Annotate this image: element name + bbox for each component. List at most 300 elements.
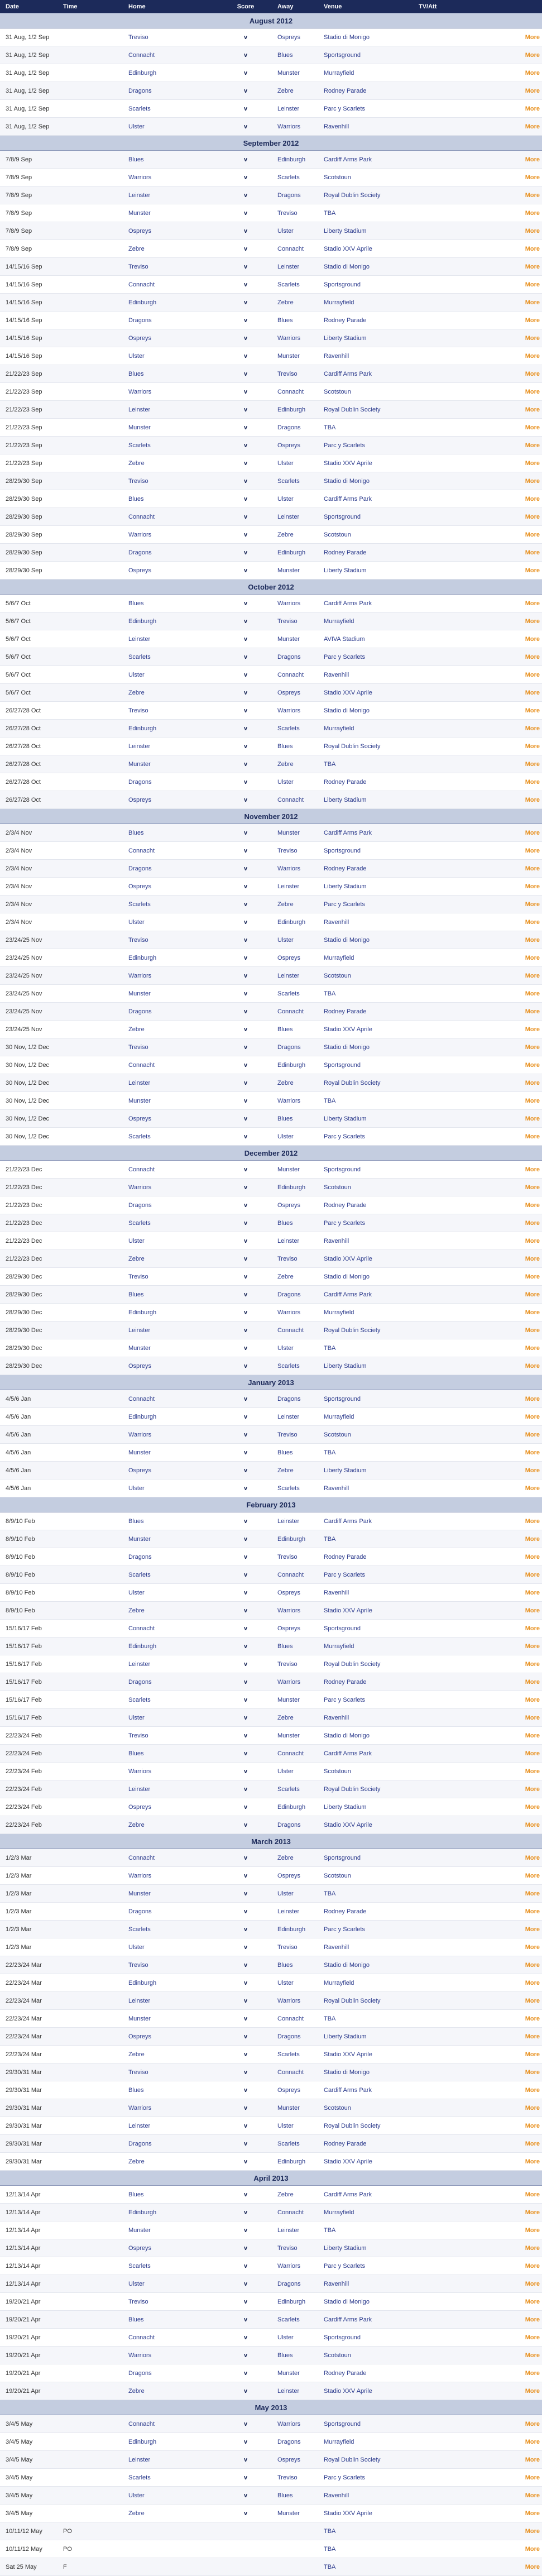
away-team-link[interactable]: Ulster bbox=[272, 222, 318, 240]
col-header-score[interactable]: Score bbox=[216, 0, 272, 13]
away-team-link[interactable]: Connacht bbox=[272, 1745, 318, 1763]
home-team-link[interactable]: Connacht bbox=[123, 1620, 216, 1637]
home-team-link[interactable]: Munster bbox=[123, 1092, 216, 1110]
home-team-link[interactable]: Scarlets bbox=[123, 1214, 216, 1232]
venue-link[interactable]: Liberty Stadium bbox=[318, 791, 413, 809]
venue-link[interactable]: Parc y Scarlets bbox=[318, 1566, 413, 1584]
away-team-link[interactable]: Scarlets bbox=[272, 2311, 318, 2329]
home-team-link[interactable]: Dragons bbox=[123, 1903, 216, 1921]
venue-link[interactable]: Sportsground bbox=[318, 842, 413, 860]
away-team-link[interactable]: Connacht bbox=[272, 1321, 318, 1339]
away-team-link[interactable]: Ospreys bbox=[272, 2081, 318, 2099]
home-team-link[interactable]: Edinburgh bbox=[123, 2433, 216, 2451]
more-link[interactable]: More bbox=[525, 1803, 540, 1811]
away-team-link[interactable]: Ulster bbox=[272, 2329, 318, 2347]
col-header-home[interactable]: Home bbox=[123, 0, 216, 13]
home-team-link[interactable]: Dragons bbox=[123, 2135, 216, 2153]
more-link[interactable]: More bbox=[525, 495, 540, 502]
venue-link[interactable]: Stadio di Monigo bbox=[318, 1268, 413, 1286]
more-link[interactable]: More bbox=[525, 1413, 540, 1420]
home-team-link[interactable]: Treviso bbox=[123, 2293, 216, 2311]
venue-link[interactable]: Liberty Stadium bbox=[318, 1462, 413, 1479]
venue-link[interactable]: Ravenhill bbox=[318, 1709, 413, 1727]
away-team-link[interactable]: Ulster bbox=[272, 1763, 318, 1780]
more-link[interactable]: More bbox=[525, 2262, 540, 2269]
venue-link[interactable]: TBA bbox=[318, 204, 413, 222]
more-link[interactable]: More bbox=[525, 1732, 540, 1739]
more-link[interactable]: More bbox=[525, 1079, 540, 1086]
home-team-link[interactable]: Leinster bbox=[123, 1321, 216, 1339]
away-team-link[interactable]: Warriors bbox=[272, 702, 318, 720]
venue-link[interactable]: Scotstoun bbox=[318, 1426, 413, 1444]
more-link[interactable]: More bbox=[525, 174, 540, 181]
venue-link[interactable]: Stadio di Monigo bbox=[318, 1038, 413, 1056]
more-link[interactable]: More bbox=[525, 1589, 540, 1596]
venue-link[interactable]: Murrayfield bbox=[318, 949, 413, 967]
home-team-link[interactable]: Treviso bbox=[123, 931, 216, 949]
more-link[interactable]: More bbox=[525, 352, 540, 360]
away-team-link[interactable]: Warriors bbox=[272, 595, 318, 612]
more-link[interactable]: More bbox=[525, 2387, 540, 2395]
venue-link[interactable]: Ravenhill bbox=[318, 913, 413, 931]
away-team-link[interactable]: Scarlets bbox=[272, 1479, 318, 1497]
venue-link[interactable]: TBA bbox=[318, 1530, 413, 1548]
more-link[interactable]: More bbox=[525, 1714, 540, 1721]
away-team-link[interactable]: Ulster bbox=[272, 1128, 318, 1146]
more-link[interactable]: More bbox=[525, 1133, 540, 1140]
away-team-link[interactable]: Zebre bbox=[272, 896, 318, 913]
home-team-link[interactable]: Dragons bbox=[123, 1548, 216, 1566]
away-team-link[interactable]: Warriors bbox=[272, 118, 318, 136]
home-team-link[interactable]: Blues bbox=[123, 151, 216, 169]
more-link[interactable]: More bbox=[525, 1854, 540, 1861]
home-team-link[interactable]: Zebre bbox=[123, 454, 216, 472]
home-team-link[interactable]: Ospreys bbox=[123, 2239, 216, 2257]
venue-link[interactable]: TBA bbox=[318, 1885, 413, 1903]
away-team-link[interactable]: Munster bbox=[272, 64, 318, 82]
more-link[interactable]: More bbox=[525, 1008, 540, 1015]
away-team-link[interactable]: Treviso bbox=[272, 2239, 318, 2257]
away-team-link[interactable]: Connacht bbox=[272, 1003, 318, 1021]
home-team-link[interactable]: Warriors bbox=[123, 526, 216, 544]
venue-link[interactable]: Cardiff Arms Park bbox=[318, 151, 413, 169]
more-link[interactable]: More bbox=[525, 281, 540, 288]
more-link[interactable]: More bbox=[525, 1255, 540, 1262]
more-link[interactable]: More bbox=[525, 299, 540, 306]
venue-link[interactable]: Murrayfield bbox=[318, 2433, 413, 2451]
away-team-link[interactable]: Ulster bbox=[272, 1885, 318, 1903]
away-team-link[interactable]: Ulster bbox=[272, 2117, 318, 2135]
away-team-link[interactable]: Blues bbox=[272, 1214, 318, 1232]
venue-link[interactable]: Scotstoun bbox=[318, 526, 413, 544]
home-team-link[interactable]: Ospreys bbox=[123, 791, 216, 809]
more-link[interactable]: More bbox=[525, 1431, 540, 1438]
away-team-link[interactable]: Warriors bbox=[272, 2257, 318, 2275]
away-team-link[interactable]: Treviso bbox=[272, 1938, 318, 1956]
home-team-link[interactable]: Connacht bbox=[123, 2329, 216, 2347]
more-link[interactable]: More bbox=[525, 1961, 540, 1969]
away-team-link[interactable]: Treviso bbox=[272, 2469, 318, 2487]
home-team-link[interactable]: Scarlets bbox=[123, 437, 216, 454]
home-team-link[interactable]: Blues bbox=[123, 490, 216, 508]
away-team-link[interactable]: Leinster bbox=[272, 100, 318, 118]
home-team-link[interactable]: Scarlets bbox=[123, 1921, 216, 1938]
away-team-link[interactable]: Warriors bbox=[272, 860, 318, 878]
home-team-link[interactable]: Munster bbox=[123, 2010, 216, 2028]
home-team-link[interactable]: Scarlets bbox=[123, 2257, 216, 2275]
more-link[interactable]: More bbox=[525, 1571, 540, 1578]
more-link[interactable]: More bbox=[525, 2420, 540, 2427]
more-link[interactable]: More bbox=[525, 883, 540, 890]
venue-link[interactable]: Scotstoun bbox=[318, 967, 413, 985]
away-team-link[interactable]: Edinburgh bbox=[272, 401, 318, 419]
home-team-link[interactable]: Ulster bbox=[123, 1938, 216, 1956]
more-link[interactable]: More bbox=[525, 1660, 540, 1668]
home-team-link[interactable] bbox=[123, 2540, 216, 2558]
away-team-link[interactable]: Treviso bbox=[272, 1250, 318, 1268]
venue-link[interactable]: Cardiff Arms Park bbox=[318, 365, 413, 383]
away-team-link[interactable]: Blues bbox=[272, 1110, 318, 1128]
more-link[interactable]: More bbox=[525, 2104, 540, 2111]
venue-link[interactable]: Parc y Scarlets bbox=[318, 2257, 413, 2275]
col-header-time[interactable]: Time bbox=[57, 0, 123, 13]
more-link[interactable]: More bbox=[525, 2492, 540, 2499]
away-team-link[interactable]: Treviso bbox=[272, 365, 318, 383]
away-team-link[interactable]: Scarlets bbox=[272, 276, 318, 294]
venue-link[interactable]: Sportsground bbox=[318, 1620, 413, 1637]
more-link[interactable]: More bbox=[525, 1643, 540, 1650]
venue-link[interactable]: Liberty Stadium bbox=[318, 2239, 413, 2257]
venue-link[interactable]: TBA bbox=[318, 419, 413, 437]
venue-link[interactable]: Royal Dublin Society bbox=[318, 738, 413, 755]
away-team-link[interactable]: Zebre bbox=[272, 1849, 318, 1867]
away-team-link[interactable]: Connacht bbox=[272, 2010, 318, 2028]
more-link[interactable]: More bbox=[525, 459, 540, 467]
away-team-link[interactable]: Blues bbox=[272, 2487, 318, 2505]
more-link[interactable]: More bbox=[525, 2122, 540, 2129]
more-link[interactable]: More bbox=[525, 865, 540, 872]
away-team-link[interactable]: Leinster bbox=[272, 2221, 318, 2239]
home-team-link[interactable]: Ospreys bbox=[123, 1798, 216, 1816]
venue-link[interactable]: Murrayfield bbox=[318, 2204, 413, 2221]
more-link[interactable]: More bbox=[525, 1273, 540, 1280]
venue-link[interactable]: Liberty Stadium bbox=[318, 329, 413, 347]
more-link[interactable]: More bbox=[525, 2051, 540, 2058]
away-team-link[interactable]: Edinburgh bbox=[272, 1921, 318, 1938]
more-link[interactable]: More bbox=[525, 1979, 540, 1986]
venue-link[interactable]: Cardiff Arms Park bbox=[318, 490, 413, 508]
more-link[interactable]: More bbox=[525, 1061, 540, 1069]
away-team-link[interactable]: Connacht bbox=[272, 1566, 318, 1584]
home-team-link[interactable]: Ospreys bbox=[123, 878, 216, 896]
venue-link[interactable]: Parc y Scarlets bbox=[318, 437, 413, 454]
away-team-link[interactable]: Blues bbox=[272, 738, 318, 755]
home-team-link[interactable]: Warriors bbox=[123, 1426, 216, 1444]
home-team-link[interactable]: Ospreys bbox=[123, 222, 216, 240]
home-team-link[interactable]: Edinburgh bbox=[123, 1304, 216, 1321]
home-team-link[interactable] bbox=[123, 2522, 216, 2540]
away-team-link[interactable]: Munster bbox=[272, 2364, 318, 2382]
more-link[interactable]: More bbox=[525, 707, 540, 714]
venue-link[interactable]: Liberty Stadium bbox=[318, 2028, 413, 2046]
home-team-link[interactable]: Munster bbox=[123, 419, 216, 437]
home-team-link[interactable]: Warriors bbox=[123, 1179, 216, 1196]
away-team-link[interactable]: Ospreys bbox=[272, 949, 318, 967]
venue-link[interactable]: Cardiff Arms Park bbox=[318, 595, 413, 612]
more-link[interactable]: More bbox=[525, 2227, 540, 2234]
more-link[interactable]: More bbox=[525, 209, 540, 217]
home-team-link[interactable]: Leinster bbox=[123, 738, 216, 755]
more-link[interactable]: More bbox=[525, 1395, 540, 1402]
venue-link[interactable]: Ravenhill bbox=[318, 347, 413, 365]
venue-link[interactable]: Stadio XXV Aprile bbox=[318, 1021, 413, 1038]
venue-link[interactable]: TBA bbox=[318, 2558, 413, 2576]
venue-link[interactable]: Rodney Parade bbox=[318, 82, 413, 100]
away-team-link[interactable]: Ulster bbox=[272, 454, 318, 472]
more-link[interactable]: More bbox=[525, 2244, 540, 2252]
away-team-link[interactable] bbox=[272, 2522, 318, 2540]
venue-link[interactable]: TBA bbox=[318, 985, 413, 1003]
away-team-link[interactable]: Blues bbox=[272, 1956, 318, 1974]
venue-link[interactable]: Stadio XXV Aprile bbox=[318, 684, 413, 702]
home-team-link[interactable]: Ulster bbox=[123, 118, 216, 136]
more-link[interactable]: More bbox=[525, 671, 540, 678]
venue-link[interactable]: Rodney Parade bbox=[318, 312, 413, 329]
more-link[interactable]: More bbox=[525, 191, 540, 199]
away-team-link[interactable]: Zebre bbox=[272, 1268, 318, 1286]
away-team-link[interactable]: Edinburgh bbox=[272, 1056, 318, 1074]
home-team-link[interactable]: Treviso bbox=[123, 1268, 216, 1286]
more-link[interactable]: More bbox=[525, 51, 540, 59]
home-team-link[interactable]: Blues bbox=[123, 2186, 216, 2204]
home-team-link[interactable]: Edinburgh bbox=[123, 612, 216, 630]
venue-link[interactable]: TBA bbox=[318, 2010, 413, 2028]
venue-link[interactable]: Royal Dublin Society bbox=[318, 401, 413, 419]
home-team-link[interactable]: Ulster bbox=[123, 1232, 216, 1250]
away-team-link[interactable]: Edinburgh bbox=[272, 2293, 318, 2311]
home-team-link[interactable]: Dragons bbox=[123, 1003, 216, 1021]
home-team-link[interactable]: Leinster bbox=[123, 1780, 216, 1798]
home-team-link[interactable]: Munster bbox=[123, 985, 216, 1003]
home-team-link[interactable]: Treviso bbox=[123, 702, 216, 720]
more-link[interactable]: More bbox=[525, 263, 540, 270]
more-link[interactable]: More bbox=[525, 567, 540, 574]
venue-link[interactable]: Royal Dublin Society bbox=[318, 186, 413, 204]
venue-link[interactable]: Parc y Scarlets bbox=[318, 896, 413, 913]
away-team-link[interactable]: Warriors bbox=[272, 2415, 318, 2433]
home-team-link[interactable]: Blues bbox=[123, 824, 216, 842]
away-team-link[interactable]: Zebre bbox=[272, 294, 318, 312]
more-link[interactable]: More bbox=[525, 954, 540, 961]
venue-link[interactable]: Cardiff Arms Park bbox=[318, 1512, 413, 1530]
home-team-link[interactable]: Ulster bbox=[123, 347, 216, 365]
more-link[interactable]: More bbox=[525, 1553, 540, 1560]
more-link[interactable]: More bbox=[525, 1097, 540, 1104]
home-team-link[interactable]: Ospreys bbox=[123, 562, 216, 580]
venue-link[interactable]: Scotstoun bbox=[318, 1763, 413, 1780]
venue-link[interactable]: Murrayfield bbox=[318, 1408, 413, 1426]
home-team-link[interactable]: Scarlets bbox=[123, 1691, 216, 1709]
home-team-link[interactable]: Scarlets bbox=[123, 896, 216, 913]
more-link[interactable]: More bbox=[525, 334, 540, 342]
away-team-link[interactable]: Dragons bbox=[272, 2028, 318, 2046]
away-team-link[interactable]: Ulster bbox=[272, 1339, 318, 1357]
venue-link[interactable]: Murrayfield bbox=[318, 1304, 413, 1321]
away-team-link[interactable]: Leinster bbox=[272, 1408, 318, 1426]
venue-link[interactable]: Stadio di Monigo bbox=[318, 702, 413, 720]
more-link[interactable]: More bbox=[525, 2456, 540, 2463]
venue-link[interactable]: Stadio XXV Aprile bbox=[318, 2382, 413, 2400]
away-team-link[interactable]: Connacht bbox=[272, 383, 318, 401]
home-team-link[interactable]: Dragons bbox=[123, 1673, 216, 1691]
venue-link[interactable]: Parc y Scarlets bbox=[318, 1691, 413, 1709]
more-link[interactable]: More bbox=[525, 2474, 540, 2481]
venue-link[interactable]: Stadio XXV Aprile bbox=[318, 240, 413, 258]
away-team-link[interactable] bbox=[272, 2540, 318, 2558]
more-link[interactable]: More bbox=[525, 531, 540, 538]
venue-link[interactable]: Parc y Scarlets bbox=[318, 100, 413, 118]
home-team-link[interactable]: Treviso bbox=[123, 1956, 216, 1974]
venue-link[interactable]: Parc y Scarlets bbox=[318, 648, 413, 666]
more-link[interactable]: More bbox=[525, 388, 540, 395]
more-link[interactable]: More bbox=[525, 1997, 540, 2004]
venue-link[interactable]: Stadio di Monigo bbox=[318, 258, 413, 276]
more-link[interactable]: More bbox=[525, 1890, 540, 1897]
away-team-link[interactable]: Blues bbox=[272, 1637, 318, 1655]
away-team-link[interactable]: Dragons bbox=[272, 186, 318, 204]
away-team-link[interactable]: Edinburgh bbox=[272, 2153, 318, 2171]
venue-link[interactable]: Parc y Scarlets bbox=[318, 1128, 413, 1146]
venue-link[interactable]: Royal Dublin Society bbox=[318, 1655, 413, 1673]
venue-link[interactable]: Murrayfield bbox=[318, 294, 413, 312]
venue-link[interactable]: Stadio di Monigo bbox=[318, 1727, 413, 1745]
home-team-link[interactable]: Leinster bbox=[123, 401, 216, 419]
more-link[interactable]: More bbox=[525, 617, 540, 625]
venue-link[interactable]: Parc y Scarlets bbox=[318, 1214, 413, 1232]
more-link[interactable]: More bbox=[525, 1485, 540, 1492]
home-team-link[interactable]: Leinster bbox=[123, 1992, 216, 2010]
home-team-link[interactable]: Edinburgh bbox=[123, 1974, 216, 1992]
more-link[interactable]: More bbox=[525, 2316, 540, 2323]
away-team-link[interactable]: Edinburgh bbox=[272, 1798, 318, 1816]
home-team-link[interactable]: Scarlets bbox=[123, 1566, 216, 1584]
venue-link[interactable]: Sportsground bbox=[318, 508, 413, 526]
more-link[interactable]: More bbox=[525, 1115, 540, 1122]
home-team-link[interactable]: Munster bbox=[123, 1885, 216, 1903]
away-team-link[interactable]: Ospreys bbox=[272, 1196, 318, 1214]
home-team-link[interactable]: Blues bbox=[123, 1286, 216, 1304]
venue-link[interactable]: Scotstoun bbox=[318, 383, 413, 401]
away-team-link[interactable]: Ulster bbox=[272, 1974, 318, 1992]
home-team-link[interactable]: Scarlets bbox=[123, 100, 216, 118]
home-team-link[interactable]: Dragons bbox=[123, 2364, 216, 2382]
home-team-link[interactable]: Blues bbox=[123, 2081, 216, 2099]
more-link[interactable]: More bbox=[525, 1517, 540, 1525]
home-team-link[interactable]: Munster bbox=[123, 755, 216, 773]
home-team-link[interactable]: Treviso bbox=[123, 2063, 216, 2081]
home-team-link[interactable]: Edinburgh bbox=[123, 1637, 216, 1655]
home-team-link[interactable]: Edinburgh bbox=[123, 949, 216, 967]
venue-link[interactable]: Stadio XXV Aprile bbox=[318, 1816, 413, 1834]
more-link[interactable]: More bbox=[525, 2069, 540, 2076]
away-team-link[interactable]: Warriors bbox=[272, 1673, 318, 1691]
home-team-link[interactable]: Munster bbox=[123, 1530, 216, 1548]
home-team-link[interactable]: Dragons bbox=[123, 1196, 216, 1214]
away-team-link[interactable]: Connacht bbox=[272, 666, 318, 684]
venue-link[interactable]: Stadio XXV Aprile bbox=[318, 454, 413, 472]
away-team-link[interactable]: Munster bbox=[272, 630, 318, 648]
home-team-link[interactable]: Connacht bbox=[123, 46, 216, 64]
away-team-link[interactable]: Dragons bbox=[272, 1038, 318, 1056]
home-team-link[interactable]: Treviso bbox=[123, 1038, 216, 1056]
venue-link[interactable]: TBA bbox=[318, 2540, 413, 2558]
more-link[interactable]: More bbox=[525, 2527, 540, 2535]
more-link[interactable]: More bbox=[525, 227, 540, 234]
more-link[interactable]: More bbox=[525, 87, 540, 94]
more-link[interactable]: More bbox=[525, 1291, 540, 1298]
away-team-link[interactable]: Zebre bbox=[272, 82, 318, 100]
venue-link[interactable]: Rodney Parade bbox=[318, 860, 413, 878]
home-team-link[interactable]: Blues bbox=[123, 365, 216, 383]
venue-link[interactable]: Royal Dublin Society bbox=[318, 1074, 413, 1092]
away-team-link[interactable]: Connacht bbox=[272, 240, 318, 258]
away-team-link[interactable]: Scarlets bbox=[272, 2046, 318, 2063]
venue-link[interactable]: Rodney Parade bbox=[318, 1903, 413, 1921]
more-link[interactable]: More bbox=[525, 2140, 540, 2147]
away-team-link[interactable]: Scarlets bbox=[272, 985, 318, 1003]
venue-link[interactable]: Stadio XXV Aprile bbox=[318, 2046, 413, 2063]
more-link[interactable]: More bbox=[525, 549, 540, 556]
venue-link[interactable]: Stadio XXV Aprile bbox=[318, 2153, 413, 2171]
more-link[interactable]: More bbox=[525, 1362, 540, 1370]
more-link[interactable]: More bbox=[525, 2438, 540, 2445]
more-link[interactable]: More bbox=[525, 1219, 540, 1227]
venue-link[interactable]: Sportsground bbox=[318, 2415, 413, 2433]
away-team-link[interactable]: Warriors bbox=[272, 1992, 318, 2010]
more-link[interactable]: More bbox=[525, 2158, 540, 2165]
venue-link[interactable]: Murrayfield bbox=[318, 1637, 413, 1655]
venue-link[interactable]: TBA bbox=[318, 1092, 413, 1110]
home-team-link[interactable]: Zebre bbox=[123, 1250, 216, 1268]
more-link[interactable]: More bbox=[525, 513, 540, 520]
away-team-link[interactable]: Warriors bbox=[272, 1602, 318, 1620]
venue-link[interactable]: Royal Dublin Society bbox=[318, 1780, 413, 1798]
venue-link[interactable]: Stadio di Monigo bbox=[318, 2063, 413, 2081]
away-team-link[interactable]: Treviso bbox=[272, 1426, 318, 1444]
more-link[interactable]: More bbox=[525, 918, 540, 926]
away-team-link[interactable]: Treviso bbox=[272, 1548, 318, 1566]
more-link[interactable]: More bbox=[525, 1943, 540, 1951]
more-link[interactable]: More bbox=[525, 778, 540, 786]
more-link[interactable]: More bbox=[525, 2545, 540, 2553]
venue-link[interactable]: Stadio di Monigo bbox=[318, 472, 413, 490]
more-link[interactable]: More bbox=[525, 1625, 540, 1632]
venue-link[interactable]: Royal Dublin Society bbox=[318, 1321, 413, 1339]
away-team-link[interactable]: Leinster bbox=[272, 878, 318, 896]
venue-link[interactable]: Cardiff Arms Park bbox=[318, 824, 413, 842]
more-link[interactable]: More bbox=[525, 370, 540, 377]
home-team-link[interactable]: Leinster bbox=[123, 1655, 216, 1673]
more-link[interactable]: More bbox=[525, 406, 540, 413]
more-link[interactable]: More bbox=[525, 1467, 540, 1474]
away-team-link[interactable]: Connacht bbox=[272, 791, 318, 809]
away-team-link[interactable]: Munster bbox=[272, 562, 318, 580]
venue-link[interactable]: Royal Dublin Society bbox=[318, 2117, 413, 2135]
home-team-link[interactable]: Leinster bbox=[123, 2451, 216, 2469]
away-team-link[interactable]: Treviso bbox=[272, 842, 318, 860]
more-link[interactable]: More bbox=[525, 1237, 540, 1244]
away-team-link[interactable]: Ospreys bbox=[272, 1620, 318, 1637]
